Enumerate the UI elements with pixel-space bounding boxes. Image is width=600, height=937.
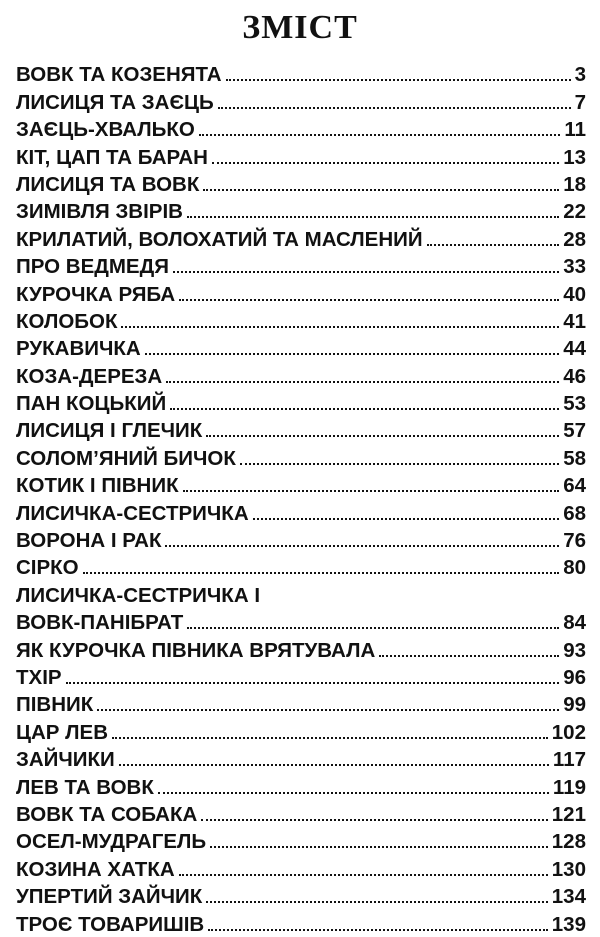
toc-entry [16, 443, 586, 470]
dot-leader [145, 353, 559, 355]
toc-entry-title: ВОВК ТА КОЗЕНЯТА [16, 63, 222, 87]
toc-entry-page: 64 [563, 474, 586, 498]
toc-entry-page: 58 [563, 446, 586, 470]
toc-entry [16, 663, 586, 690]
toc-entry-page: 13 [563, 145, 586, 169]
toc-entry [16, 635, 586, 662]
dot-leader [119, 764, 549, 766]
toc-entry [16, 115, 586, 142]
toc-entry [16, 800, 586, 827]
toc-entry [16, 745, 586, 772]
dot-leader [253, 518, 560, 520]
toc-entry-title: ТХІР [16, 665, 62, 689]
dot-leader [173, 271, 559, 273]
toc-entry-title: ЛЕВ ТА ВОВК [16, 775, 154, 799]
toc-entry-page: 117 [552, 748, 586, 772]
dot-leader [158, 792, 549, 794]
toc-entry [16, 717, 586, 744]
toc-entry [16, 498, 586, 525]
toc-entry-title: ВОВК ТА СОБАКА [16, 802, 198, 826]
dot-leader [187, 627, 559, 629]
toc-entry-title: СІРКО [16, 556, 79, 580]
toc-entry-page: 57 [563, 419, 586, 443]
toc-entry-title: ЛИСИЦЯ ТА ВОВК [16, 172, 200, 196]
toc-entry-title: ОСЕЛ-МУДРАГЕЛЬ [16, 830, 207, 854]
dot-leader [203, 189, 559, 191]
toc-entry [16, 60, 586, 87]
toc-entry-title: ЗИМІВЛЯ ЗВІРІВ [16, 200, 183, 224]
dot-leader [83, 572, 560, 574]
toc-entry-title: ЛИСИЦЯ ТА ЗАЄЦЬ [16, 90, 214, 114]
dot-leader [179, 299, 559, 301]
toc-entry-page: 40 [563, 282, 586, 306]
dot-leader [112, 737, 548, 739]
dot-leader [166, 381, 559, 383]
toc-entry-page: 44 [563, 337, 586, 361]
toc-entry-page: 41 [563, 309, 586, 333]
toc-entry-title: ЗАЄЦЬ-ХВАЛЬКО [16, 118, 195, 142]
toc-entry [16, 690, 586, 717]
dot-leader [199, 134, 560, 136]
dot-leader [240, 463, 559, 465]
toc-entry-page: 11 [564, 118, 586, 142]
toc-entry [16, 471, 586, 498]
toc-entry-title-continuation: ВОВК-ПАНІБРАТ [16, 611, 184, 635]
toc-entry-page: 28 [563, 227, 586, 251]
toc-entry-title: ЗАЙЧИКИ [16, 748, 115, 772]
dot-leader [210, 846, 548, 848]
dot-leader [66, 682, 560, 684]
toc-entry [16, 389, 586, 416]
toc-entry-second-line [16, 608, 586, 635]
toc-entry-page: 93 [563, 638, 586, 662]
toc-entry-page: 139 [551, 912, 586, 936]
dot-leader [206, 901, 547, 903]
toc-list [16, 60, 586, 937]
toc-entry [16, 361, 586, 388]
toc-entry-title: ТРОЄ ТОВАРИШІВ [16, 912, 205, 936]
toc-entry-title: КІТ, ЦАП ТА БАРАН [16, 145, 208, 169]
toc-entry [16, 909, 586, 936]
dot-leader [206, 435, 559, 437]
toc-entry-title: КУРОЧКА РЯБА [16, 282, 176, 306]
toc-entry [16, 142, 586, 169]
toc-entry-page: 99 [563, 693, 586, 717]
toc-entry [16, 307, 586, 334]
toc-entry-page: 96 [563, 665, 586, 689]
dot-leader [226, 79, 571, 81]
toc-entry-title: СОЛОМ’ЯНИЙ БИЧОК [16, 446, 236, 470]
toc-entry [16, 827, 586, 854]
toc-entry-page: 130 [551, 857, 586, 881]
toc-entry-page: 7 [574, 90, 586, 114]
dot-leader [201, 819, 547, 821]
dot-leader [187, 216, 559, 218]
dot-leader [379, 655, 559, 657]
toc-entry [16, 252, 586, 279]
toc-entry [16, 882, 586, 909]
toc-entry [16, 197, 586, 224]
toc-entry-page: 33 [563, 255, 586, 279]
toc-entry-page: 80 [563, 556, 586, 580]
toc-entry-page: 18 [563, 172, 586, 196]
dot-leader [170, 408, 559, 410]
toc-entry-page: 46 [563, 364, 586, 388]
toc-entry [16, 87, 586, 114]
toc-entry-title: КОЗИНА ХАТКА [16, 857, 175, 881]
toc-entry-first-line [16, 580, 586, 607]
toc-entry [16, 553, 586, 580]
dot-leader [212, 162, 559, 164]
toc-entry-title: КОТИК І ПІВНИК [16, 474, 179, 498]
toc-entry-title: КОЗА-ДЕРЕЗА [16, 364, 163, 388]
toc-entry-title: ПАН КОЦЬКИЙ [16, 392, 167, 416]
toc-entry-page: 22 [563, 200, 586, 224]
toc-entry [16, 854, 586, 881]
toc-entry-title: ПІВНИК [16, 693, 94, 717]
toc-entry-page: 84 [563, 611, 586, 635]
dot-leader [121, 326, 559, 328]
toc-entry-title: ЯК КУРОЧКА ПІВНИКА ВРЯТУВАЛА [16, 638, 376, 662]
toc-entry-page: 102 [551, 720, 586, 744]
dot-leader [179, 874, 548, 876]
dot-leader [97, 709, 559, 711]
toc-entry-title: КРИЛАТИЙ, ВОЛОХАТИЙ ТА МАСЛЕНИЙ [16, 227, 423, 251]
toc-entry [16, 170, 586, 197]
toc-entry-title: КОЛОБОК [16, 309, 118, 333]
dot-leader [165, 545, 559, 547]
toc-entry-page: 76 [563, 529, 586, 553]
toc-entry [16, 416, 586, 443]
dot-leader [218, 107, 571, 109]
toc-entry-page: 3 [574, 63, 586, 87]
toc-entry-page: 121 [551, 802, 586, 826]
dot-leader [183, 490, 560, 492]
toc-entry [16, 772, 586, 799]
page-title: ЗМІСТ [242, 9, 358, 46]
toc-entry-page: 128 [551, 830, 586, 854]
toc-entry [16, 279, 586, 306]
toc-entry-title: УПЕРТИЙ ЗАЙЧИК [16, 885, 203, 909]
dot-leader [427, 244, 560, 246]
toc-entry-page: 119 [552, 775, 586, 799]
toc-entry-title: ЦАР ЛЕВ [16, 720, 109, 744]
toc-entry-title: ЛИСИЧКА-СЕСТРИЧКА І [16, 583, 261, 607]
toc-entry-title: ПРО ВЕДМЕДЯ [16, 255, 169, 279]
toc-entry-title: ЛИСИЦЯ І ГЛЕЧИК [16, 419, 203, 443]
toc-entry [16, 526, 586, 553]
toc-entry-title: ВОРОНА І РАК [16, 529, 162, 553]
toc-entry [16, 334, 586, 361]
toc-entry [16, 224, 586, 251]
toc-entry-page: 68 [563, 501, 586, 525]
toc-entry-page: 53 [563, 392, 586, 416]
dot-leader [208, 929, 548, 931]
toc-entry-page: 134 [551, 885, 586, 909]
toc-entry-title: ЛИСИЧКА-СЕСТРИЧКА [16, 501, 249, 525]
toc-entry-title: РУКАВИЧКА [16, 337, 141, 361]
